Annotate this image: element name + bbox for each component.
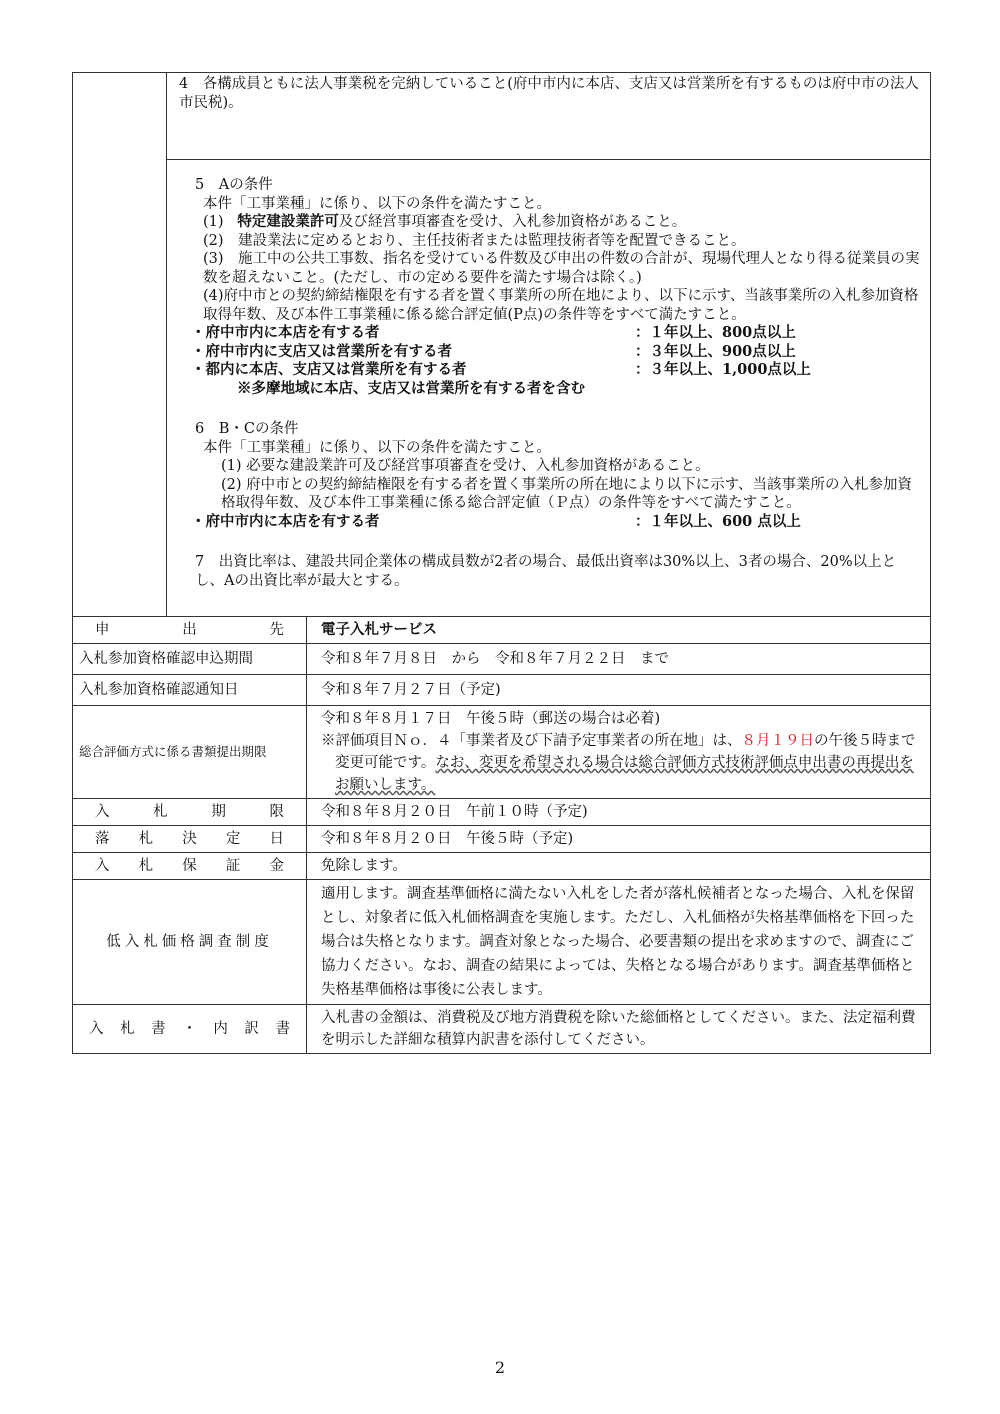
- page-number: 2: [494, 1358, 506, 1377]
- item4-row: [73, 73, 931, 160]
- lowbid-label: 低入札価格調査制度: [73, 880, 307, 1005]
- item5-cond1-rest: 及び経営事項審査を受け、入札参加資格があること。: [338, 214, 687, 230]
- item5-cond1-num: (1): [203, 214, 224, 230]
- lowbid-value: 適用します。調査基準価格に満たない入札をした者が落札候補者となった場合、入札を保留とし、対象者に低入札価格調査を実施します。ただし、入札価格が失格基準価格を下回った場合は失格となります。調査対象となった場合、必要書類の提出を求めますので、調査にご協力ください。なお、調査の結果によっては、失格となる場合があります。調査基準価格と失格基準価格は事後に公表します。: [307, 880, 931, 1005]
- item5-cond1-bold: 特定建設業許可: [237, 213, 339, 230]
- item5-condition-2: [179, 343, 922, 362]
- notice-value: 令和８年７月２７日（予定): [307, 675, 931, 706]
- items-5-7-cell: [167, 160, 931, 617]
- deadline-label: 入 札 期 限: [73, 799, 307, 826]
- document-page: [72, 72, 930, 1054]
- docs-underline-note: なお、変更を希望される場合は総合評価方式技術評価点申出書の再提出をお願いします。: [335, 755, 914, 793]
- docs-label: 総合評価方式に係る書類提出期限: [73, 706, 307, 799]
- bid-docs-label: 入 札 書 ・ 内 訳 書: [73, 1005, 307, 1054]
- period-value: 令和８年７月８日 から 令和８年７月２２日 まで: [307, 644, 931, 675]
- condition-value: ：１年以上、800点以上: [635, 324, 796, 341]
- item6-intro: 本件「工事業種」に係り、以下の条件を満たすこと。: [203, 439, 551, 456]
- bid-docs-value: 入札書の金額は、消費税及び地方消費税を除いた総価格としてください。また、法定福利費を明示した詳細な積算内訳書を添付してください。: [307, 1005, 931, 1054]
- deadline-value: 令和８年８月２０日 午前１０時（予定): [307, 799, 931, 826]
- item4-cell: [167, 73, 931, 160]
- conditions-table: [72, 72, 931, 1054]
- items-5-7-row: [73, 160, 931, 617]
- item5-cond2: (2) 建設業法に定めるとおり、主任技術者または監理技術者等を配置できること。: [203, 232, 746, 249]
- item5-condition-3: [179, 361, 922, 380]
- docs-line2: ※評価項目Ｎｏ．４「事業者及び下請予定事業者の所在地」は、８月１９日の午後５時まで変更可能です。なお、変更を希望される場合は総合評価方式技術評価点申出書の再提出をお願いします。: [321, 733, 916, 793]
- item6-title: 6 B・Cの条件: [195, 421, 299, 437]
- notice-row: [73, 675, 931, 706]
- condition-value: ：１年以上、600 点以上: [635, 512, 801, 530]
- item4-text: 4 各構成員ともに法人事業税を完納していること(府中市内に本店、支店又は営業所を有するものは府中市の法人市民税)。: [179, 76, 919, 111]
- deposit-label: 入 札 保 証 金: [73, 853, 307, 880]
- submit-row: [73, 617, 931, 644]
- item6-cond2: (2) 府中市との契約締結権限を有する者を置く事業所の所在地により以下に示す、当該事業所の入札参加資格取得年数、及び本件工事業種に係る総合評定値（Ｐ点）の条件等をすべて満たすこと。: [221, 476, 912, 511]
- condition-label: ・府中市内に本店を有する者: [191, 324, 380, 341]
- deposit-value: 免除します。: [307, 853, 931, 880]
- deadline-row: [73, 799, 931, 826]
- condition-label: ・府中市内に本店を有する者: [191, 512, 380, 530]
- period-label: 入札参加資格確認申込期間: [73, 644, 307, 675]
- docs-line1: 令和８年８月１７日 午後５時（郵送の場合は必着): [321, 711, 661, 727]
- item5-condition-1: [179, 324, 922, 343]
- item5-note: ※多摩地域に本店、支店又は営業所を有する者を含む: [237, 379, 585, 397]
- blank-left-cell: [73, 73, 167, 617]
- item5-intro: 本件「工事業種」に係り、以下の条件を満たすこと。: [203, 195, 551, 212]
- item5-title: 5 Aの条件: [195, 177, 273, 193]
- docs-value: [307, 706, 931, 799]
- submit-label: 申 出 先: [73, 617, 307, 644]
- condition-value: ：３年以上、900点以上: [635, 342, 796, 360]
- item5-cond1: [179, 213, 922, 232]
- item6-cond1: (1) 必要な建設業許可及び経営事項審査を受け、入札参加資格があること。: [221, 458, 710, 474]
- period-row: [73, 644, 931, 675]
- docs-red-date: ８月１９日: [741, 733, 814, 749]
- item5-cond3: (3) 施工中の公共工事数、指名を受けている件数及び申出の件数の合計が、現場代理人となり得る従業員の実数を超えないこと。(ただし、市の定める要件を満たす場合は除く。): [203, 251, 920, 286]
- item5-cond4: (4)府中市との契約締結権限を有する者を置く事業所の所在地により、以下に示す、当該事業所の入札参加資格取得年数、及び本件工事業種に係る総合評定値(P点)の条件等をすべて満たすこと。: [203, 288, 919, 323]
- condition-value: ：３年以上、1,000点以上: [635, 361, 811, 378]
- condition-label: ・都内に本店、支店又は営業所を有する者: [191, 361, 467, 378]
- award-row: [73, 826, 931, 853]
- award-value: 令和８年８月２０日 午後５時（予定): [307, 826, 931, 853]
- bid-docs-row: [73, 1005, 931, 1054]
- item7-text: 7 出資比率は、建設共同企業体の構成員数が2者の場合、最低出資率は30%以上、3者の場合、20%以上とし、Aの出資比率が最大とする。: [195, 554, 897, 589]
- notice-label: 入札参加資格確認通知日: [73, 675, 307, 706]
- lowbid-row: [73, 880, 931, 1005]
- award-label: 落 札 決 定 日: [73, 826, 307, 853]
- deposit-row: [73, 853, 931, 880]
- submit-value: 電子入札サービス: [307, 617, 931, 644]
- docs-row: [73, 706, 931, 799]
- condition-label: ・府中市内に支店又は営業所を有する者: [191, 342, 452, 360]
- item6-condition: [179, 513, 922, 532]
